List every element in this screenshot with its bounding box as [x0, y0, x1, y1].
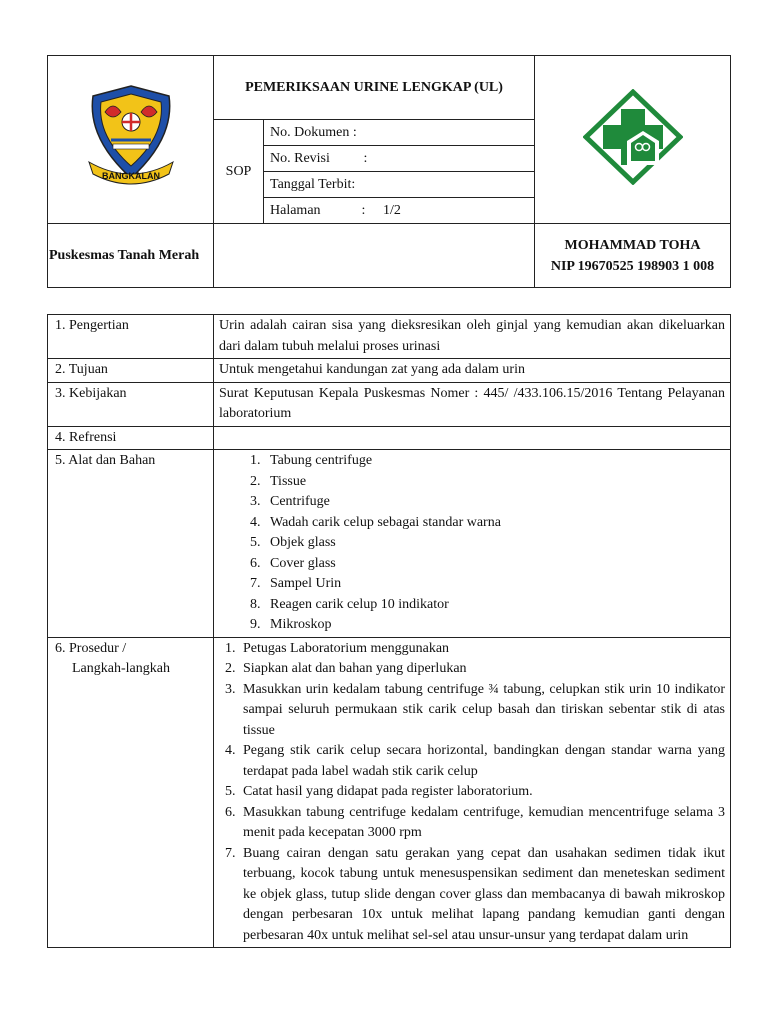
field-no-dokumen — [264, 120, 535, 146]
section-label-line: Langkah-langkah — [72, 661, 170, 676]
row-pengertian — [48, 315, 731, 359]
section-label — [48, 637, 214, 948]
row-tujuan — [48, 359, 731, 383]
field-label: No. Revisi — [270, 150, 330, 166]
section-label: 2. Tujuan — [48, 359, 214, 383]
blank-cell — [214, 224, 535, 288]
row-refrensi — [48, 426, 731, 450]
row-kebijakan — [48, 382, 731, 426]
list-item: 1. Petugas Laboratorium menggunakan — [239, 639, 725, 660]
section-label: 4. Refrensi — [48, 426, 214, 450]
field-label: Halaman — [270, 202, 321, 218]
prosedur-list — [219, 639, 725, 947]
row-alat-bahan — [48, 450, 731, 638]
list-item: 9. Mikroskop — [264, 615, 725, 636]
bangkalan-logo-icon — [83, 82, 179, 192]
section-label: 5. Alat dan Bahan — [48, 450, 214, 638]
header-table — [47, 55, 731, 288]
list-item: 7. Buang cairan dengan satu gerakan yang cepat dan usahakan sedimen tidak ikut terbuang, kocok tabung untuk menesuspensikan sediment dan meneteskan sediment ke objek glass, tutup slide dengan cover glass dan membacanya di bawah mikroskop dengan perbesaran 10x untuk melihat lapang pandang kemudian ganti dengan perbesaran 40x untuk melihat sel-sel atau unsur-unsur yang terdapat dalam urin — [239, 844, 725, 947]
logo-banner-text: BANGKALAN — [101, 171, 160, 181]
field-sep: : — [352, 124, 357, 140]
list-item: 5. Objek glass — [264, 533, 725, 554]
field-sep: : — [361, 202, 366, 218]
alat-list — [219, 451, 725, 636]
section-label: 1. Pengertian — [48, 315, 214, 359]
section-label: 3. Kebijakan — [48, 382, 214, 426]
section-list-cell — [214, 450, 731, 638]
section-label-line: 6. Prosedur / — [55, 640, 127, 656]
puskesmas-logo-icon — [583, 89, 683, 185]
list-item: 4. Pegang stik carik celup secara horizontal, bandingkan dengan standar warna yang terdapat pada label wadah stik carik celup — [239, 741, 725, 782]
row-prosedur — [48, 637, 731, 948]
section-text: Surat Keputusan Kepala Puskesmas Nomer : 445/ /433.106.15/2016 Tentang Pelayanan laboratorium — [214, 382, 731, 426]
list-item: 1. Tabung centrifuge — [264, 451, 725, 472]
section-list-cell — [214, 637, 731, 948]
document-title: PEMERIKSAAN URINE LENGKAP (UL) — [214, 56, 535, 120]
section-text: Urin adalah cairan sisa yang dieksresikan oleh ginjal yang kemudian akan dikeluarkan dari dalam tubuh melalui proses urinasi — [214, 315, 731, 359]
field-tanggal-terbit — [264, 172, 535, 198]
list-item: 6. Cover glass — [264, 554, 725, 575]
section-text — [214, 426, 731, 450]
list-item: 2. Tissue — [264, 472, 725, 493]
signatory-cell — [535, 224, 731, 288]
signatory-name: MOHAMMAD TOHA — [564, 237, 701, 253]
field-label: No. Dokumen — [270, 124, 350, 140]
left-logo-cell — [48, 56, 214, 224]
list-item: 2. Siapkan alat dan bahan yang diperlukan — [239, 659, 725, 680]
field-label: Tanggal Terbit: — [270, 176, 356, 192]
right-logo-cell — [535, 56, 731, 224]
list-item: 7. Sampel Urin — [264, 574, 725, 595]
list-item: 5. Catat hasil yang didapat pada register laboratorium. — [239, 782, 725, 803]
section-text: Untuk mengetahui kandungan zat yang ada dalam urin — [214, 359, 731, 383]
list-item: 3. Centrifuge — [264, 492, 725, 513]
list-item: 8. Reagen carik celup 10 indikator — [264, 595, 725, 616]
list-item: 3. Masukkan urin kedalam tabung centrifuge ¾ tabung, celupkan stik urin 10 indikator sampai seluruh permukaan stik carik celup basah dan tiriskan sebentar stik di atas tissue — [239, 680, 725, 742]
sop-label: SOP — [214, 120, 264, 224]
list-item: 6. Masukkan tabung centrifuge kedalam centrifuge, kemudian mencentrifuge selama 3 menit pada kecepatan 3000 rpm — [239, 803, 725, 844]
list-item: 4. Wadah carik celup sebagai standar warna — [264, 513, 725, 534]
field-sep: : — [363, 150, 368, 166]
organization-name: Puskesmas Tanah Merah — [48, 224, 214, 288]
field-halaman — [264, 198, 535, 224]
field-no-revisi — [264, 146, 535, 172]
field-value: 1/2 — [383, 202, 401, 218]
sop-body-table — [47, 314, 731, 948]
signatory-nip: NIP 19670525 198903 1 008 — [550, 258, 715, 274]
